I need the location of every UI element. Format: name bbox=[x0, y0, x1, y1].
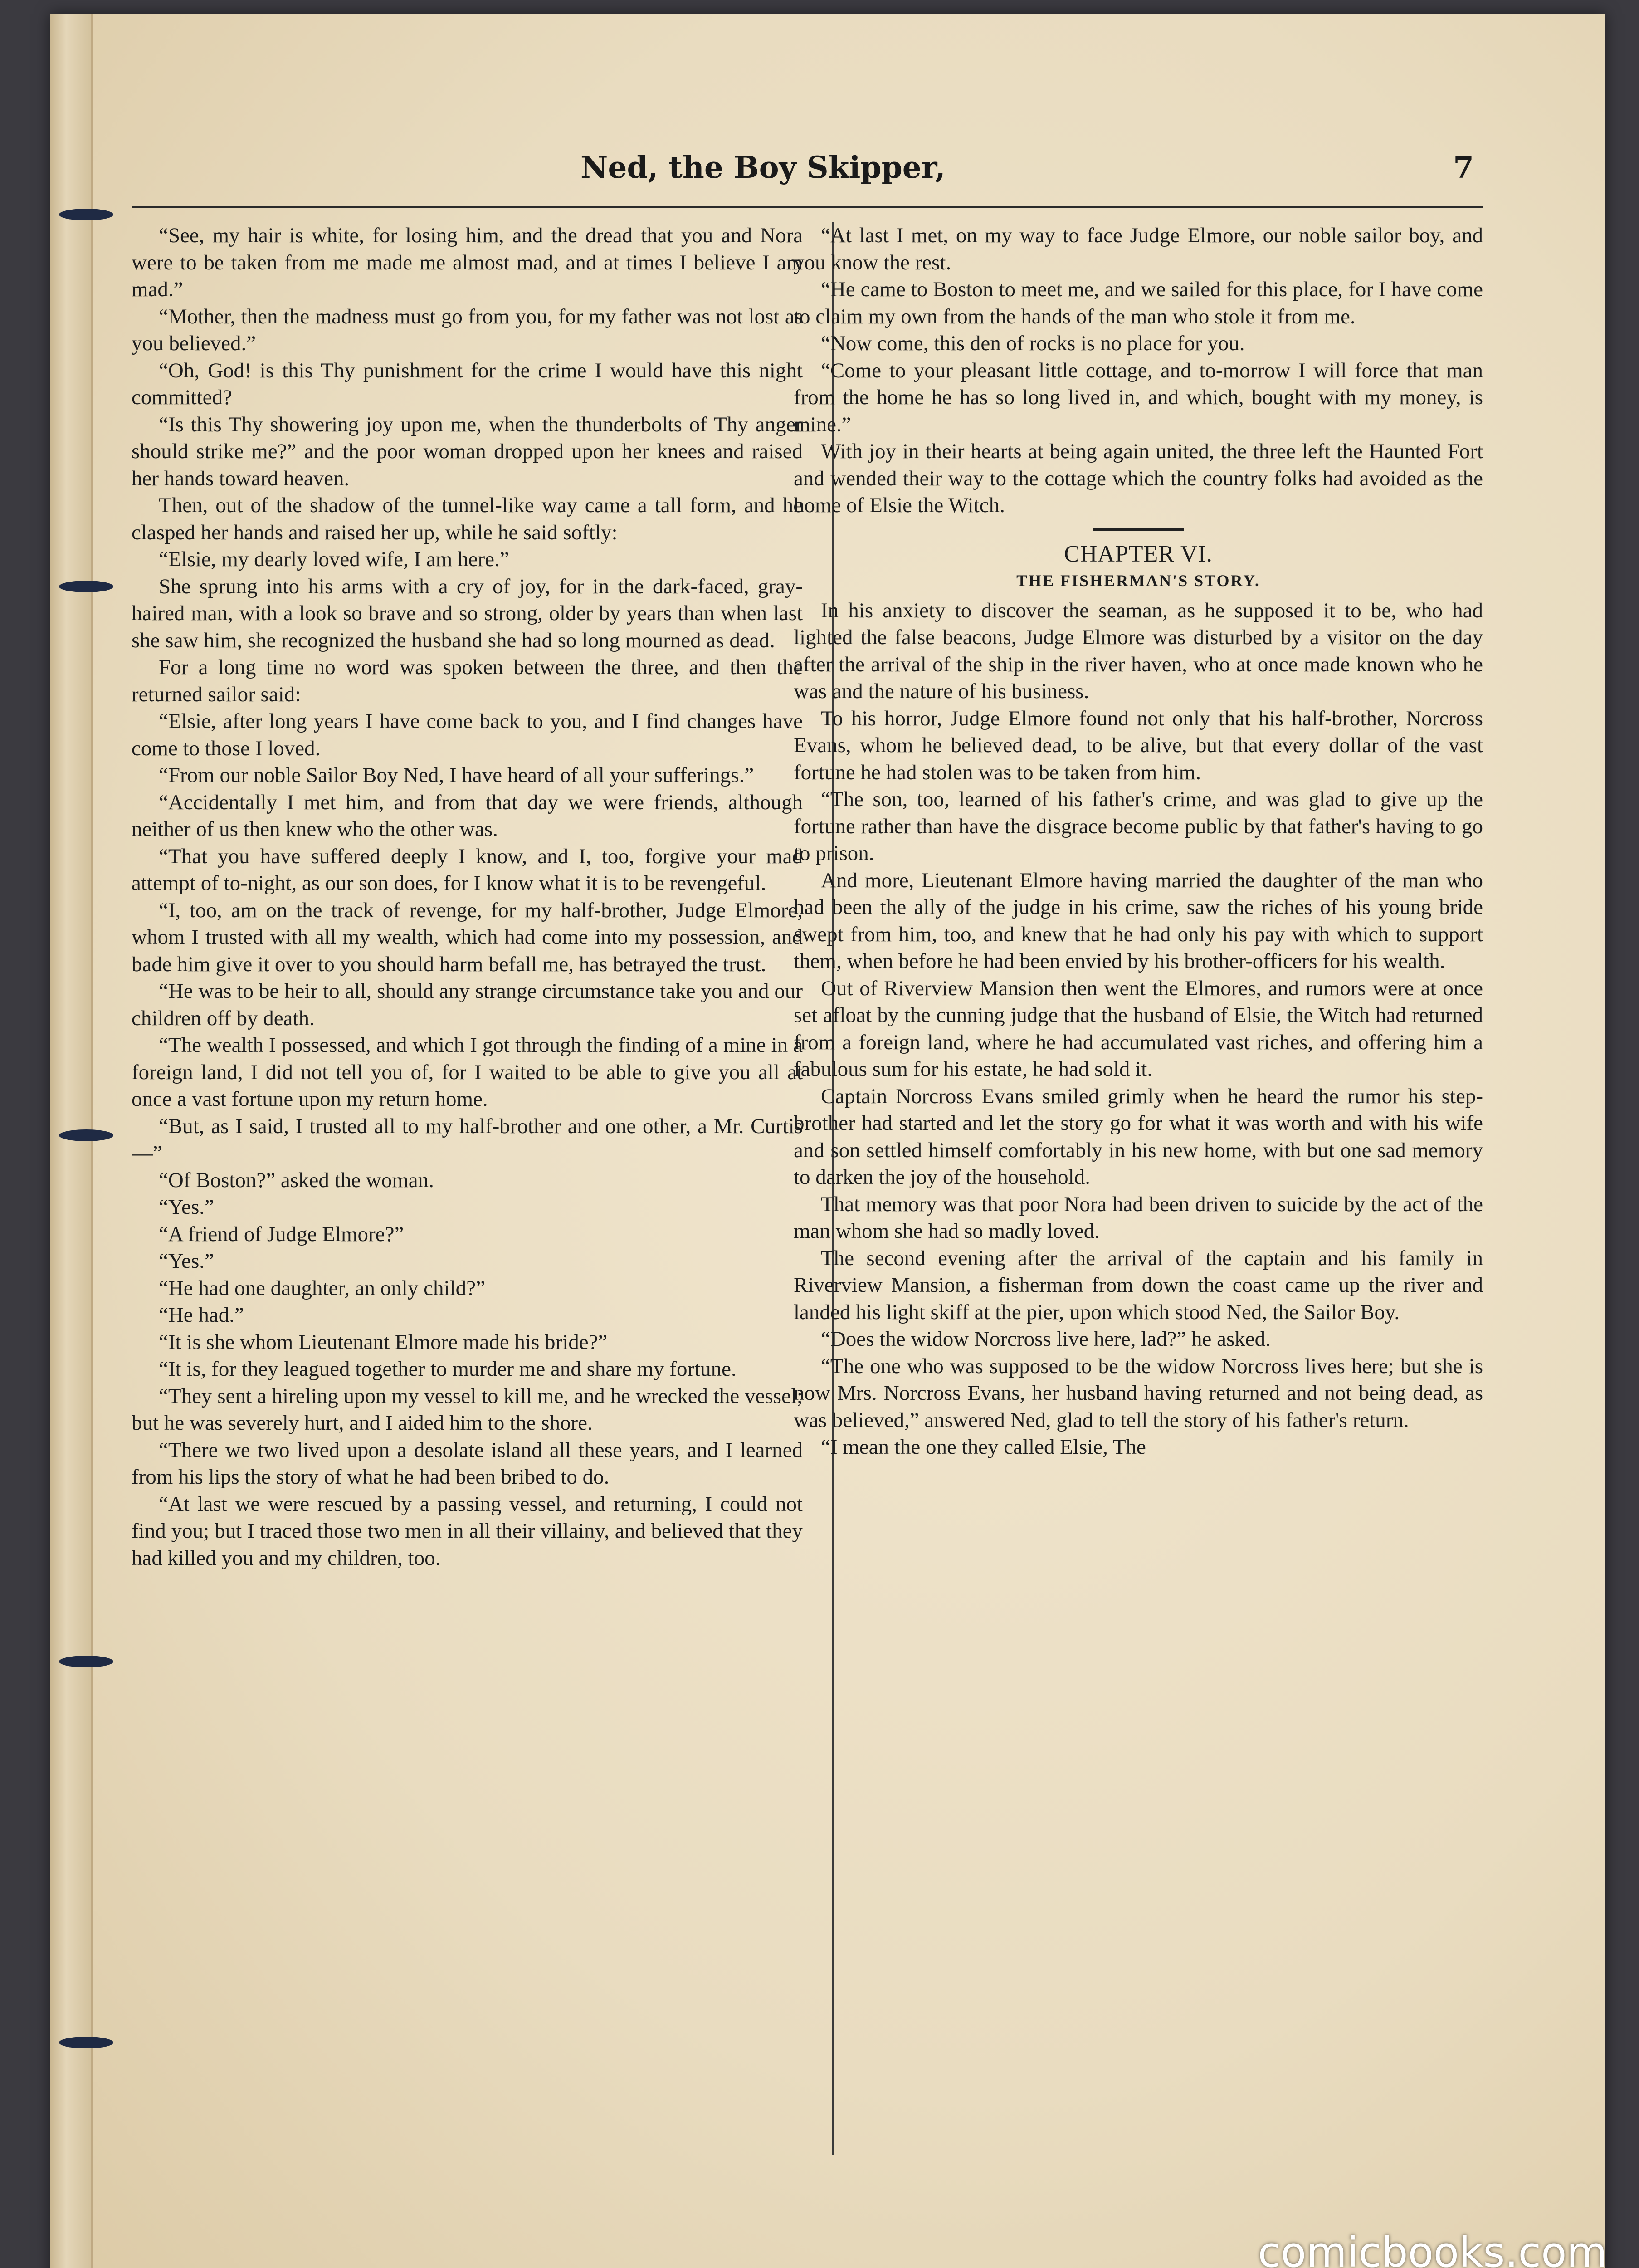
paragraph: “There we two lived upon a desolate island all these years, and I learned from his lips the story of what he had been bribed to do. bbox=[132, 1438, 803, 1489]
paragraph: “Elsie, after long years I have come back to you, and I find changes have come to those I loved. bbox=[132, 709, 803, 760]
left-column bbox=[132, 222, 803, 2164]
chapter-subtitle: THE FISHERMAN'S STORY. bbox=[1016, 572, 1260, 590]
paragraph: To his horror, Judge Elmore found not only that his half-brother, Norcross Evans, whom he believed dead, to be alive, but that every dollar of the vast fortune he had stolen was to be taken from him. bbox=[794, 706, 1483, 784]
paragraph: “The wealth I possessed, and which I got through the finding of a mine in a foreign land, I did not tell you of, for I waited to be able to give you all at once a vast fortune upon my return home. bbox=[132, 1033, 803, 1111]
paragraph: Captain Norcross Evans smiled grimly when he heard the rumor his step-brother had started and let the story go for what it was worth and with his wife and son settled himself comfortably in his new home, with but one sad memory to darken the joy of the household. bbox=[794, 1084, 1483, 1189]
paragraph: “Of Boston?” asked the woman. bbox=[159, 1168, 434, 1192]
binding-stitch bbox=[59, 1129, 113, 1141]
paragraph: “He was to be heir to all, should any strange circumstance take you and our children off by death. bbox=[132, 979, 803, 1030]
watermark: comicbooks.com bbox=[1258, 2228, 1607, 2268]
chapter-heading: CHAPTER VI. bbox=[1064, 541, 1213, 567]
paragraph: “I, too, am on the track of revenge, for my half-brother, Judge Elmore, whom I trusted with all my wealth, which had come into my possession, and bade him give it over to you should harm befall me, has betrayed the trust. bbox=[132, 898, 803, 976]
paragraph: “They sent a hireling upon my vessel to kill me, and he wrecked the vessel; but he was severely hurt, and I aided him to the shore. bbox=[132, 1384, 803, 1435]
paragraph: “It is she whom Lieutenant Elmore made his bride?” bbox=[159, 1330, 608, 1354]
paragraph: “Is this Thy showering joy upon me, when the thunderbolts of Thy anger should strike me?” and the poor woman dropped upon her knees and raised her hands toward heaven. bbox=[132, 412, 803, 490]
binding-stitch bbox=[59, 581, 113, 592]
paragraph: “He had one daughter, an only child?” bbox=[159, 1276, 485, 1300]
paragraph: She sprung into his arms with a cry of joy, for in the dark-faced, gray-haired man, with a look so brave and so strong, older by years than when last she saw him, she recognized the husband she had so long mourned as dead. bbox=[132, 574, 803, 652]
paragraph: “That you have suffered deeply I know, and I, too, forgive your mad attempt of to-night, as our son does, for I know what it is to be revengeful. bbox=[132, 844, 803, 895]
paragraph: “The son, too, learned of his father's crime, and was glad to give up the fortune rather than have the disgrace become public by that father's having to go to prison. bbox=[794, 787, 1483, 865]
running-header bbox=[580, 150, 1474, 204]
paragraph: “Accidentally I met him, and from that day we were friends, although neither of us then knew who the other was. bbox=[132, 790, 803, 841]
paragraph: “A friend of Judge Elmore?” bbox=[159, 1222, 404, 1246]
paragraph: “The one who was supposed to be the widow Norcross lives here; but she is now Mrs. Norcross Evans, her husband having returned and not being dead, as was believed,” answered Ned, glad to tell the story of his father's return. bbox=[794, 1354, 1483, 1432]
paragraph: “Now come, this den of rocks is no place for you. bbox=[821, 332, 1245, 355]
paragraph: That memory was that poor Nora had been driven to suicide by the act of the man whom she had so madly loved. bbox=[794, 1192, 1483, 1243]
paragraph: Out of Riverview Mansion then went the Elmores, and rumors were at once set afloat by the cunning judge that the husband of Elsie, the Witch had returned from a foreign land, where he had accumulated vast riches, and offering him a fabulous sum for his estate, he had sold it. bbox=[794, 976, 1483, 1081]
paragraph: With joy in their hearts at being again united, the three left the Haunted Fort and wended their way to the cottage which the country folks had avoided as the home of Elsie the Witch. bbox=[794, 440, 1483, 517]
binding-stitch bbox=[59, 1656, 113, 1667]
paragraph: “From our noble Sailor Boy Ned, I have heard of all your sufferings.” bbox=[159, 763, 754, 787]
paragraph: “Elsie, my dearly loved wife, I am here.” bbox=[159, 547, 509, 571]
paragraph: “See, my hair is white, for losing him, and the dread that you and Nora were to be taken from me made me almost mad, and at times I believe I am mad.” bbox=[132, 224, 803, 301]
paragraph: “Come to your pleasant little cottage, and to-morrow I will force that man from the home he has so long lived in, and which, bought with my money, is mine.” bbox=[794, 358, 1483, 436]
paragraph: “I mean the one they called Elsie, The bbox=[821, 1435, 1146, 1459]
paragraph: Then, out of the shadow of the tunnel-like way came a tall form, and he clasped her hands and raised her up, while he said softly: bbox=[132, 494, 803, 544]
paragraph: “Oh, God! is this Thy punishment for the crime I would have this night committed? bbox=[132, 358, 803, 409]
binding-stitch bbox=[59, 2037, 113, 2048]
paragraph: “At last we were rescued by a passing vessel, and returning, I could not find you; but I traced those two men in all their villainy, and believed that they had killed you and my children, too. bbox=[132, 1492, 803, 1570]
section-rule bbox=[1093, 528, 1184, 531]
binding-stitch bbox=[59, 209, 113, 220]
running-title: Ned, the Boy Skipper, bbox=[580, 150, 946, 185]
paragraph: “Yes.” bbox=[159, 1195, 214, 1219]
paragraph: “Mother, then the madness must go from you, for my father was not lost as you believed.” bbox=[132, 304, 803, 355]
page-number: 7 bbox=[1453, 150, 1474, 185]
paragraph: In his anxiety to discover the seaman, as he supposed it to be, who had lighted the false beacons, Judge Elmore was disturbed by a visitor on the day after the arrival of the ship in the river haven, who at once made known who he was and the nature of his business. bbox=[794, 598, 1483, 703]
paragraph: “He had.” bbox=[159, 1303, 244, 1327]
right-column bbox=[794, 222, 1483, 2164]
paragraph: “He came to Boston to meet me, and we sailed for this place, for I have come to claim my own from the hands of the man who stole it from me. bbox=[794, 278, 1483, 328]
paragraph: “Yes.” bbox=[159, 1249, 214, 1273]
paragraph: For a long time no word was spoken between the three, and then the returned sailor said: bbox=[132, 655, 803, 706]
paragraph: “It is, for they leagued together to murder me and share my fortune. bbox=[159, 1357, 737, 1381]
paragraph: “But, as I said, I trusted all to my half-brother and one other, a Mr. Curtis—” bbox=[132, 1114, 803, 1165]
paragraph: “At last I met, on my way to face Judge Elmore, our noble sailor boy, and you know the rest. bbox=[794, 224, 1483, 274]
header-rule bbox=[132, 206, 1483, 208]
paragraph: “Does the widow Norcross live here, lad?” he asked. bbox=[821, 1327, 1271, 1351]
paragraph: The second evening after the arrival of the captain and his family in Riverview Mansion, a fisherman from down the coast came up the river and landed his light skiff at the pier, upon which stood Ned, the Sailor Boy. bbox=[794, 1246, 1483, 1324]
paragraph: And more, Lieutenant Elmore having married the daughter of the man who had been the ally of the judge in his crime, saw the riches of his young bride swept from him, too, and knew that he had only his pay with which to support them, when before he had been envied by his brother-officers for his wealth. bbox=[794, 868, 1483, 973]
